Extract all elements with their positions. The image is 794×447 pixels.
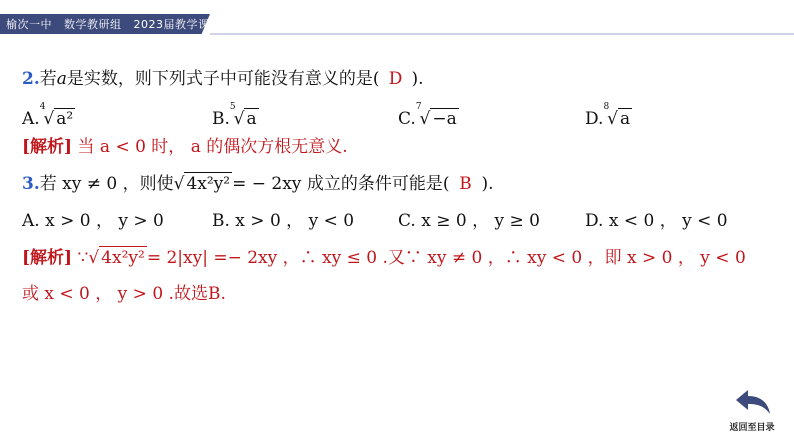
question-number: 2. <box>22 69 40 89</box>
header-divider <box>210 33 794 35</box>
q3-option-a: A. x > 0 ， y > 0 <box>22 211 164 231</box>
q2-analysis <box>22 136 348 158</box>
question-3: 3.若 xy ≠ 0 ，则使√ 4x²y² = − 2xy 成立的条件可能是( B ). <box>22 174 494 194</box>
q3-analysis <box>22 246 746 269</box>
radical: 4x²y² <box>186 174 231 194</box>
question-stem: 若 xy ≠ 0 ，则使 <box>39 174 174 194</box>
analysis-text: ∵√ 4x²y² = 2|xy| =− 2xy ，∴ xy ≤ 0 .又∵ xy ≠ 0 ，∴ xy < 0 ，即 x > 0 ， y < 0 <box>77 248 746 268</box>
option-c: C.$^7$√ −a <box>398 102 457 129</box>
question-stem-rest: = − 2xy 成立的条件可能是( <box>232 174 450 194</box>
back-arrow-icon <box>726 384 778 420</box>
header-title: 榆次一中 数学教研组 2023届教学课件 <box>6 18 221 31</box>
analysis-tag: [解析] <box>22 248 73 268</box>
analysis-text: 当 a < 0 时， a 的偶次方根无意义. <box>77 137 348 157</box>
header-banner <box>0 0 794 44</box>
question-close: ). <box>411 69 424 89</box>
variable-a: a <box>56 69 67 89</box>
answer-blank: B <box>459 174 472 194</box>
option-d: D.$^8$√ a <box>585 102 631 129</box>
analysis-tag: [解析] <box>22 137 73 157</box>
answer-blank: D <box>388 69 403 89</box>
option-a: A.$^4$√ a² <box>22 102 74 129</box>
question-close: ). <box>481 174 494 194</box>
question-number: 3. <box>22 174 40 194</box>
q3-option-b: B. x > 0 ， y < 0 <box>212 211 355 231</box>
q3-option-c: C. x ≥ 0 ， y ≥ 0 <box>398 211 540 231</box>
question-2 <box>22 68 424 90</box>
back-to-contents-button[interactable] <box>726 384 778 434</box>
option-b: B.$^5$√ a <box>212 102 257 129</box>
q3-analysis-line2: 或 x < 0 ， y > 0 .故选B. <box>22 284 226 304</box>
back-label: 返回至目录 <box>729 423 775 433</box>
q2-options <box>22 102 642 129</box>
question-stem-rest: 是实数，则下列式子中可能没有意义的是( <box>66 69 380 89</box>
question-stem: 若 <box>39 69 57 89</box>
q3-option-d: D. x < 0 ， y < 0 <box>585 211 728 231</box>
